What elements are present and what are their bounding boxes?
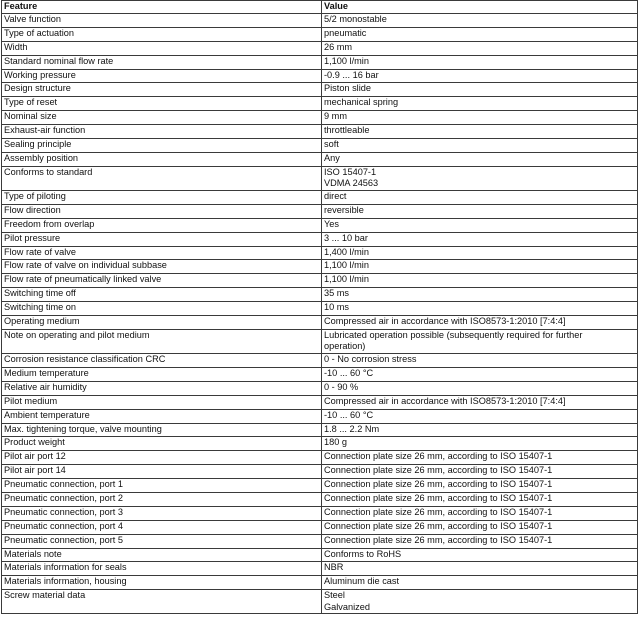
- feature-cell: Conforms to standard: [2, 166, 322, 190]
- table-row: [2, 562, 638, 576]
- table-row: [2, 139, 638, 153]
- table-row: [2, 190, 638, 204]
- value-line: Connection plate size 26 mm, according to ISO 15407-1: [324, 534, 553, 545]
- value-cell: [322, 260, 638, 274]
- feature-cell: Flow rate of pneumatically linked valve: [2, 274, 322, 288]
- value-line: Steel: [324, 590, 345, 601]
- value-line: -10 ... 60 °C: [324, 367, 374, 378]
- table-row: [2, 246, 638, 260]
- value-line: Aluminum die cast: [324, 576, 400, 587]
- value-line: 1,400 l/min: [324, 246, 369, 257]
- value-cell: [322, 232, 638, 246]
- value-line: throttleable: [324, 125, 370, 136]
- value-cell: [322, 152, 638, 166]
- feature-cell: Product weight: [2, 437, 322, 451]
- value-line: NBR: [324, 562, 344, 573]
- value-line: Connection plate size 26 mm, according to ISO 15407-1: [324, 465, 553, 476]
- table-row: [2, 381, 638, 395]
- value-line: Connection plate size 26 mm, according to ISO 15407-1: [324, 506, 553, 517]
- value-cell: [322, 520, 638, 534]
- feature-cell: Materials information for seals: [2, 562, 322, 576]
- table-row: [2, 590, 638, 614]
- feature-cell: Materials note: [2, 548, 322, 562]
- feature-cell: Type of actuation: [2, 27, 322, 41]
- feature-cell: Screw material data: [2, 590, 322, 614]
- table-row: [2, 367, 638, 381]
- value-line: -10 ... 60 °C: [324, 409, 374, 420]
- feature-cell: Pneumatic connection, port 1: [2, 479, 322, 493]
- value-line: Connection plate size 26 mm, according to ISO 15407-1: [324, 492, 553, 503]
- table-row: [2, 166, 638, 190]
- value-cell: [322, 395, 638, 409]
- table-row: [2, 492, 638, 506]
- value-line: Any: [324, 152, 340, 163]
- header-row: [2, 1, 638, 14]
- value-cell: [322, 246, 638, 260]
- value-cell: [322, 316, 638, 330]
- feature-cell: Pneumatic connection, port 5: [2, 534, 322, 548]
- value-column-header: Value: [322, 1, 638, 14]
- value-cell: [322, 548, 638, 562]
- value-line: 180 g: [324, 437, 347, 448]
- value-line: direct: [324, 190, 347, 201]
- spec-table-body: [2, 14, 638, 614]
- feature-cell: Medium temperature: [2, 367, 322, 381]
- value-line: Piston slide: [324, 83, 371, 94]
- spec-table: [1, 0, 638, 614]
- table-row: [2, 55, 638, 69]
- value-cell: [322, 479, 638, 493]
- value-cell: [322, 190, 638, 204]
- table-row: [2, 41, 638, 55]
- table-row: [2, 152, 638, 166]
- value-cell: [322, 41, 638, 55]
- table-row: [2, 274, 638, 288]
- table-row: [2, 83, 638, 97]
- value-cell: [322, 381, 638, 395]
- value-line: Lubricated operation possible (subsequently required for further: [324, 329, 583, 340]
- table-row: [2, 451, 638, 465]
- table-row: [2, 14, 638, 28]
- value-cell: [322, 204, 638, 218]
- value-cell: [322, 437, 638, 451]
- value-cell: [322, 166, 638, 190]
- table-row: [2, 302, 638, 316]
- value-cell: [322, 590, 638, 614]
- value-cell: [322, 55, 638, 69]
- feature-cell: Freedom from overlap: [2, 218, 322, 232]
- feature-cell: Standard nominal flow rate: [2, 55, 322, 69]
- table-row: [2, 479, 638, 493]
- table-row: [2, 97, 638, 111]
- value-cell: [322, 506, 638, 520]
- feature-cell: Switching time off: [2, 288, 322, 302]
- value-line: Galvanized: [324, 601, 370, 612]
- feature-cell: Flow direction: [2, 204, 322, 218]
- value-cell: [322, 111, 638, 125]
- value-line: 5/2 monostable: [324, 14, 387, 24]
- table-row: [2, 395, 638, 409]
- table-row: [2, 465, 638, 479]
- value-cell: [322, 218, 638, 232]
- table-row: [2, 576, 638, 590]
- feature-cell: Sealing principle: [2, 139, 322, 153]
- value-cell: [322, 562, 638, 576]
- feature-cell: Pneumatic connection, port 4: [2, 520, 322, 534]
- table-row: [2, 329, 638, 353]
- value-line: Connection plate size 26 mm, according to ISO 15407-1: [324, 451, 553, 462]
- value-line: 1,100 l/min: [324, 274, 369, 285]
- table-row: [2, 548, 638, 562]
- value-cell: [322, 274, 638, 288]
- value-line: Yes: [324, 218, 339, 229]
- feature-cell: Type of piloting: [2, 190, 322, 204]
- feature-cell: Pilot air port 12: [2, 451, 322, 465]
- value-line: Conforms to RoHS: [324, 548, 402, 559]
- value-cell: [322, 83, 638, 97]
- value-line: 10 ms: [324, 302, 350, 313]
- feature-cell: Max. tightening torque, valve mounting: [2, 423, 322, 437]
- table-row: [2, 506, 638, 520]
- feature-cell: Pilot medium: [2, 395, 322, 409]
- feature-cell: Ambient temperature: [2, 409, 322, 423]
- value-line: 26 mm: [324, 41, 353, 52]
- feature-cell: Note on operating and pilot medium: [2, 329, 322, 353]
- value-cell: [322, 534, 638, 548]
- feature-cell: Flow rate of valve: [2, 246, 322, 260]
- feature-cell: Design structure: [2, 83, 322, 97]
- table-row: [2, 534, 638, 548]
- value-line: pneumatic: [324, 27, 367, 38]
- feature-column-header: Feature: [2, 1, 322, 14]
- value-cell: [322, 465, 638, 479]
- value-cell: [322, 576, 638, 590]
- value-cell: [322, 125, 638, 139]
- value-cell: [322, 329, 638, 353]
- value-line: 35 ms: [324, 288, 350, 299]
- feature-cell: Relative air humidity: [2, 381, 322, 395]
- table-row: [2, 204, 638, 218]
- value-line: 3 ... 10 bar: [324, 232, 368, 243]
- feature-cell: Pneumatic connection, port 2: [2, 492, 322, 506]
- value-line: Connection plate size 26 mm, according to ISO 15407-1: [324, 479, 553, 490]
- value-line: Compressed air in accordance with ISO8573-1:2010 [7:4:4]: [324, 395, 566, 406]
- value-cell: [322, 367, 638, 381]
- value-line: 1.8 ... 2.2 Nm: [324, 423, 380, 434]
- value-line: mechanical spring: [324, 97, 399, 108]
- table-row: [2, 409, 638, 423]
- value-cell: [322, 27, 638, 41]
- value-line: VDMA 24563: [324, 178, 379, 189]
- feature-cell: Pilot pressure: [2, 232, 322, 246]
- feature-cell: Corrosion resistance classification CRC: [2, 354, 322, 368]
- value-line: 0 - No corrosion stress: [324, 354, 417, 365]
- value-cell: [322, 354, 638, 368]
- feature-cell: Flow rate of valve on individual subbase: [2, 260, 322, 274]
- feature-cell: Type of reset: [2, 97, 322, 111]
- value-line: 9 mm: [324, 111, 347, 122]
- value-cell: [322, 451, 638, 465]
- table-row: [2, 69, 638, 83]
- value-line: 1,100 l/min: [324, 260, 369, 271]
- feature-cell: Operating medium: [2, 316, 322, 330]
- feature-cell: Nominal size: [2, 111, 322, 125]
- table-row: [2, 260, 638, 274]
- table-row: [2, 288, 638, 302]
- table-row: [2, 232, 638, 246]
- feature-cell: Materials information, housing: [2, 576, 322, 590]
- table-row: [2, 316, 638, 330]
- table-row: [2, 27, 638, 41]
- table-row: [2, 111, 638, 125]
- value-cell: [322, 302, 638, 316]
- feature-cell: Valve function: [2, 14, 322, 28]
- value-cell: [322, 423, 638, 437]
- value-line: -0.9 ... 16 bar: [324, 69, 379, 80]
- value-line: soft: [324, 139, 339, 150]
- value-line: ISO 15407-1: [324, 166, 377, 177]
- value-cell: [322, 492, 638, 506]
- value-cell: [322, 409, 638, 423]
- value-line: reversible: [324, 204, 364, 215]
- feature-cell: Pilot air port 14: [2, 465, 322, 479]
- value-cell: [322, 288, 638, 302]
- table-row: [2, 218, 638, 232]
- value-line: Connection plate size 26 mm, according to ISO 15407-1: [324, 520, 553, 531]
- table-row: [2, 423, 638, 437]
- table-row: [2, 437, 638, 451]
- feature-cell: Working pressure: [2, 69, 322, 83]
- table-row: [2, 520, 638, 534]
- value-cell: [322, 97, 638, 111]
- value-line: 0 - 90 %: [324, 381, 359, 392]
- feature-cell: Exhaust-air function: [2, 125, 322, 139]
- feature-cell: Width: [2, 41, 322, 55]
- value-cell: [322, 139, 638, 153]
- feature-cell: Assembly position: [2, 152, 322, 166]
- value-line: 1,100 l/min: [324, 55, 369, 66]
- value-line: operation): [324, 341, 366, 352]
- table-row: [2, 354, 638, 368]
- feature-cell: Switching time on: [2, 302, 322, 316]
- value-line: Compressed air in accordance with ISO8573-1:2010 [7:4:4]: [324, 316, 566, 326]
- value-cell: [322, 14, 638, 28]
- feature-cell: Pneumatic connection, port 3: [2, 506, 322, 520]
- table-row: [2, 125, 638, 139]
- value-cell: [322, 69, 638, 83]
